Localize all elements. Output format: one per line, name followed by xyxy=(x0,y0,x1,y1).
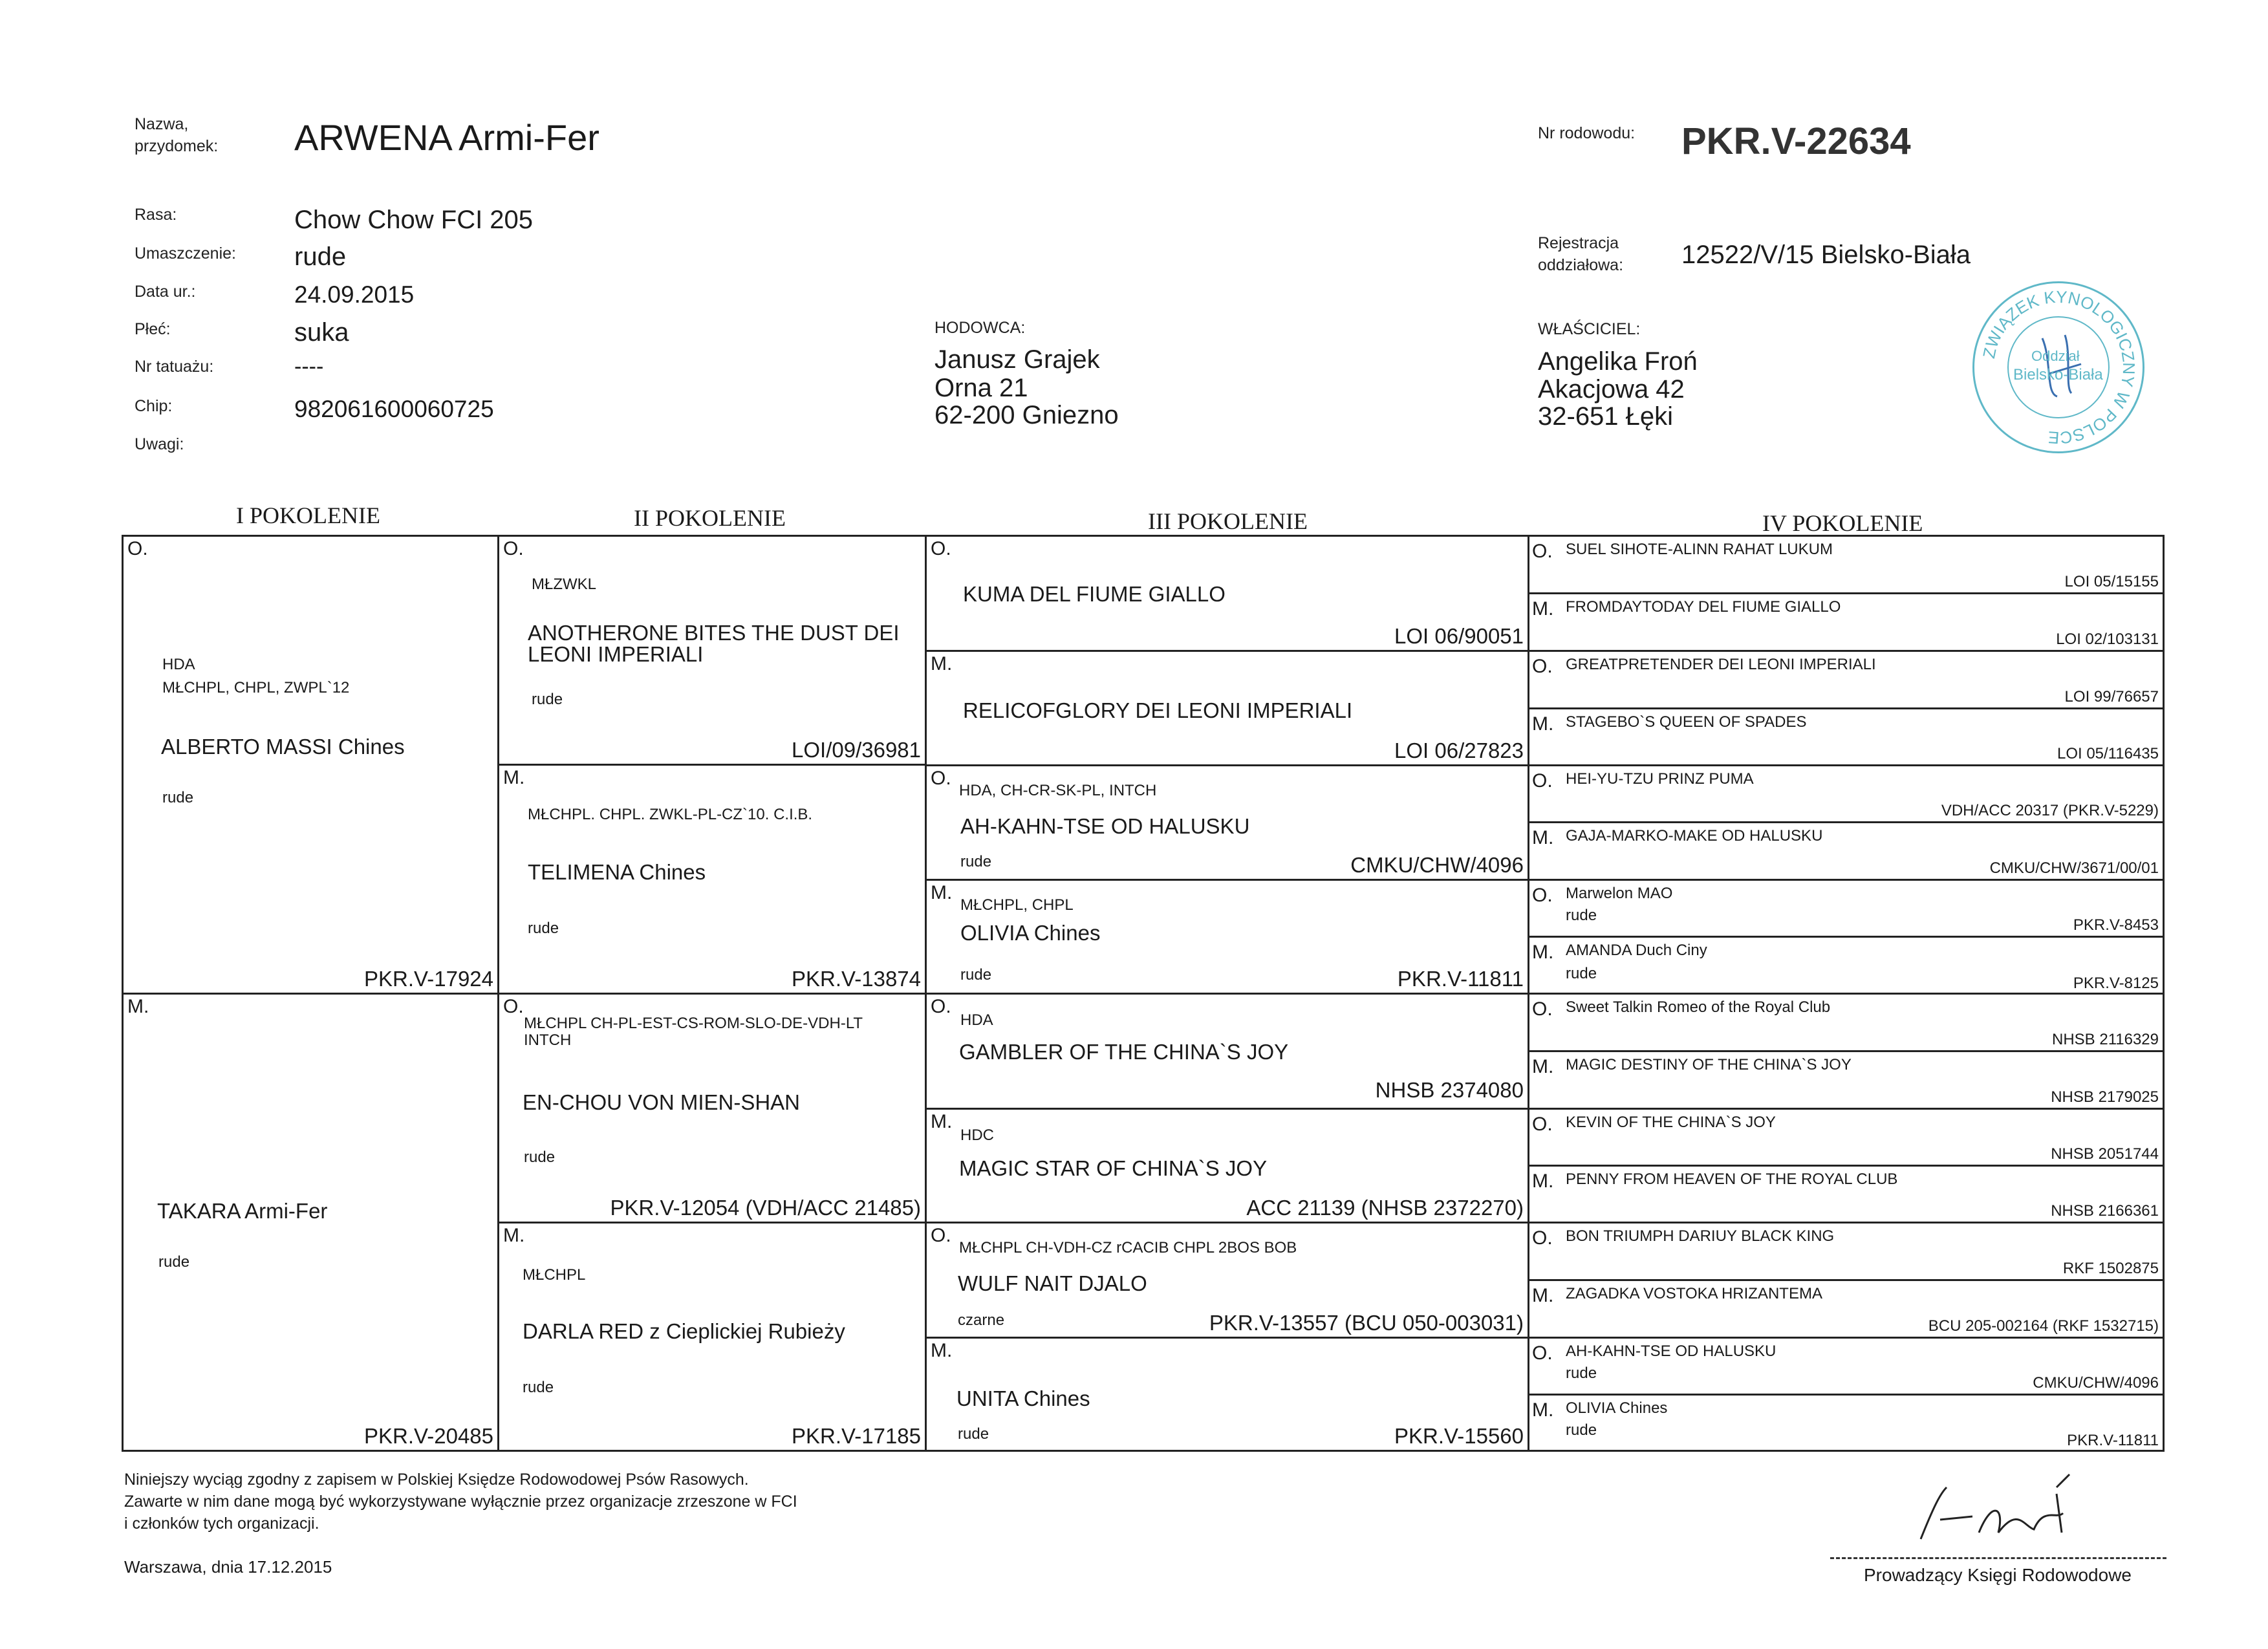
owner-line-3: 32-651 Łęki xyxy=(1538,402,1674,431)
gen3-name: OLIVIA Chines xyxy=(960,921,1101,945)
gen2-color: rude xyxy=(524,1148,556,1166)
gen2-mark: M. xyxy=(503,767,525,788)
gen4-mark: M. xyxy=(1532,827,1554,848)
signature xyxy=(1895,1468,2128,1558)
gen2-color: rude xyxy=(528,920,559,937)
signature-line xyxy=(1830,1557,2166,1559)
gen-heading-4: IV POKOLENIE xyxy=(1762,510,1923,536)
gen3-reg: NHSB 2374080 xyxy=(1375,1078,1524,1102)
gen4-cell-12 xyxy=(1528,1165,2165,1223)
gen3-titles: MŁCHPL, CHPL xyxy=(960,896,1074,914)
gen4-mark: O. xyxy=(1532,1227,1553,1249)
gen3-cell-4 xyxy=(925,879,1529,995)
gen2-mark: O. xyxy=(503,996,524,1017)
gen2-cell-1 xyxy=(497,535,927,766)
gen2-titles: MŁZWKL xyxy=(532,576,597,593)
gen4-name: MAGIC DESTINY OF THE CHINA`S JOY xyxy=(1566,1056,1852,1073)
breeder-line-3: 62-200 Gniezno xyxy=(934,401,1119,429)
gen4-cell-3 xyxy=(1528,650,2165,709)
gen3-color: rude xyxy=(958,1425,989,1443)
gen4-cell-15 xyxy=(1528,1337,2165,1396)
gen4-name: SUEL SIHOTE-ALINN RAHAT LUKUM xyxy=(1566,541,1833,558)
gen4-cell-2 xyxy=(1528,592,2165,652)
gen4-name: KEVIN OF THE CHINA`S JOY xyxy=(1566,1114,1776,1131)
gen3-color: rude xyxy=(960,966,992,984)
gen4-mark: M. xyxy=(1532,942,1554,963)
notes-label: Uwagi: xyxy=(135,435,184,453)
gen4-reg: BCU 205-002164 (RKF 1532715) xyxy=(1928,1317,2159,1335)
gen1-dam-color: rude xyxy=(158,1253,190,1271)
gen3-titles: MŁCHPL CH-VDH-CZ rCACIB CHPL 2BOS BOB xyxy=(959,1239,1297,1256)
gen4-mark: O. xyxy=(1532,1114,1553,1135)
owner-line-2: Akacjowa 42 xyxy=(1538,375,1685,404)
dob-value: 24.09.2015 xyxy=(294,281,415,308)
gen4-color: rude xyxy=(1566,1364,1597,1382)
gen2-cell-2 xyxy=(497,764,927,995)
gen2-mark: M. xyxy=(503,1225,525,1246)
gen3-titles: HDA, CH-CR-SK-PL, INTCH xyxy=(959,782,1157,799)
gen3-color: rude xyxy=(960,853,992,870)
chip-value: 982061600060725 xyxy=(294,396,494,422)
coat-label: Umaszczenie: xyxy=(135,244,236,263)
gen4-cell-14 xyxy=(1528,1279,2165,1339)
gen2-reg: PKR.V-13874 xyxy=(792,967,921,991)
coat-value: rude xyxy=(294,242,347,271)
tattoo-label: Nr tatuażu: xyxy=(135,358,214,376)
gen1-sire-cell xyxy=(122,535,499,995)
gen4-cell-5 xyxy=(1528,764,2165,823)
gen4-reg: CMKU/CHW/4096 xyxy=(2033,1374,2159,1392)
gen2-name: ANOTHERONE BITES THE DUST DEI LEONI IMPERIALI xyxy=(528,621,900,666)
gen3-mark: M. xyxy=(931,1340,953,1361)
gen4-name: PENNY FROM HEAVEN OF THE ROYAL CLUB xyxy=(1566,1170,1898,1188)
gen4-cell-10 xyxy=(1528,1050,2165,1110)
gen4-cell-8 xyxy=(1528,936,2165,995)
gen4-reg: LOI 99/76657 xyxy=(2064,688,2159,706)
gen4-mark: O. xyxy=(1532,770,1553,792)
gen3-name: GAMBLER OF THE CHINA`S JOY xyxy=(959,1040,1289,1064)
gen2-mark: O. xyxy=(503,538,524,559)
breed-value: Chow Chow FCI 205 xyxy=(294,206,534,234)
gen3-color: czarne xyxy=(958,1311,1005,1329)
gen4-reg: LOI 02/103131 xyxy=(2056,630,2159,648)
footer-note-line-3: i członków tych organizacji. xyxy=(124,1514,319,1533)
gen3-reg: CMKU/CHW/4096 xyxy=(1350,853,1524,877)
gen4-name: GREATPRETENDER DEI LEONI IMPERIALI xyxy=(1566,656,1876,673)
gen3-reg: ACC 21139 (NHSB 2372270) xyxy=(1246,1196,1524,1220)
pedigree-number: PKR.V-22634 xyxy=(1681,120,1911,162)
gen4-reg: NHSB 2166361 xyxy=(2051,1202,2159,1220)
place-date: Warszawa, dnia 17.12.2015 xyxy=(124,1557,332,1577)
gen4-mark: O. xyxy=(1532,1342,1553,1364)
gen3-mark: O. xyxy=(931,996,951,1017)
chip-label: Chip: xyxy=(135,397,173,415)
gen4-reg: LOI 05/116435 xyxy=(2057,745,2159,762)
gen4-mark: O. xyxy=(1532,998,1553,1020)
stamp-ring-text: ZWIĄZEK KYNOLOGICZNY W POLSCE xyxy=(1978,286,2139,448)
gen4-mark: O. xyxy=(1532,541,1553,562)
gen1-sire-color: rude xyxy=(162,789,194,806)
gen1-sire-name: ALBERTO MASSI Chines xyxy=(161,735,405,759)
footer-note-line-2: Zawarte w nim dane mogą być wykorzystywane wyłącznie przez organizacje zrzeszone w FCI xyxy=(124,1492,797,1511)
gen3-reg: PKR.V-13557 (BCU 050-003031) xyxy=(1209,1311,1524,1335)
gen2-name: EN-CHOU VON MIEN-SHAN xyxy=(523,1090,801,1114)
sex-value: suka xyxy=(294,318,349,347)
gen1-sire-titles: HDA MŁCHPL, CHPL, ZWPL`12 xyxy=(162,656,350,696)
gen4-reg: CMKU/CHW/3671/00/01 xyxy=(1989,859,2159,877)
tattoo-value: ---- xyxy=(294,354,324,379)
gen4-reg: RKF 1502875 xyxy=(2062,1260,2159,1277)
gen4-name: ZAGADKA VOSTOKA HRIZANTEMA xyxy=(1566,1285,1822,1302)
stamp-center-1: Oddział xyxy=(2031,348,2080,364)
gen1-dam-cell xyxy=(122,993,499,1452)
gen4-reg: PKR.V-11811 xyxy=(2067,1432,2159,1449)
gen2-titles: MŁCHPL. CHPL. ZWKL-PL-CZ`10. C.I.B. xyxy=(528,806,813,823)
gen3-name: AH-KAHN-TSE OD HALUSKU xyxy=(960,814,1250,838)
gen1-dam-name: TAKARA Armi-Fer xyxy=(157,1199,328,1223)
gen3-cell-8 xyxy=(925,1337,1529,1452)
gen4-cell-16 xyxy=(1528,1394,2165,1452)
gen3-reg: LOI 06/90051 xyxy=(1394,624,1524,648)
gen4-mark: M. xyxy=(1532,713,1554,735)
footer-note xyxy=(124,1469,797,1535)
gen-heading-3: III POKOLENIE xyxy=(1148,508,1308,534)
gen3-name: RELICOFGLORY DEI LEONI IMPERIALI xyxy=(963,698,1353,722)
gen2-cell-4 xyxy=(497,1222,927,1452)
gen4-name: HEI-YU-TZU PRINZ PUMA xyxy=(1566,770,1754,788)
gen3-name: MAGIC STAR OF CHINA`S JOY xyxy=(959,1156,1268,1180)
gen4-color: rude xyxy=(1566,1421,1597,1439)
gen4-name: AMANDA Duch Ciny xyxy=(1566,942,1707,959)
gen3-name: WULF NAIT DJALO xyxy=(958,1271,1147,1295)
association-stamp xyxy=(1972,281,2144,453)
gen4-mark: M. xyxy=(1532,1285,1554,1306)
gen4-name: STAGEBO`S QUEEN OF SPADES xyxy=(1566,713,1807,731)
signatory-title: Prowadzący Księgi Rodowodowe xyxy=(1864,1565,2132,1585)
breed-label: Rasa: xyxy=(135,206,177,224)
gen4-mark: M. xyxy=(1532,1399,1554,1421)
gen2-cell-3 xyxy=(497,993,927,1223)
gen1-dam-mark: M. xyxy=(127,996,149,1017)
gen4-mark: M. xyxy=(1532,1170,1554,1192)
gen4-name: Sweet Talkin Romeo of the Royal Club xyxy=(1566,998,1831,1016)
gen1-sire-reg: PKR.V-17924 xyxy=(364,967,493,991)
dob-label: Data ur.: xyxy=(135,283,196,301)
gen4-name: FROMDAYTODAY DEL FIUME GIALLO xyxy=(1566,598,1841,616)
owner-line-1: Angelika Froń xyxy=(1538,347,1698,376)
gen3-mark: O. xyxy=(931,538,951,559)
gen3-mark: O. xyxy=(931,768,951,789)
sex-label: Płeć: xyxy=(135,320,171,338)
gen3-titles: HDA xyxy=(960,1011,993,1029)
dog-name: ARWENA Armi-Fer xyxy=(294,117,599,158)
gen4-cell-1 xyxy=(1528,535,2165,594)
gen2-color: rude xyxy=(523,1379,554,1396)
gen4-reg: PKR.V-8125 xyxy=(2073,975,2159,992)
gen4-cell-6 xyxy=(1528,821,2165,881)
gen4-color: rude xyxy=(1566,907,1597,924)
gen4-mark: M. xyxy=(1532,1056,1554,1077)
gen3-mark: O. xyxy=(931,1225,951,1246)
gen3-cell-7 xyxy=(925,1222,1529,1339)
gen3-cell-1 xyxy=(925,535,1529,652)
gen3-titles: HDC xyxy=(960,1126,994,1144)
gen4-name: Marwelon MAO xyxy=(1566,885,1673,902)
gen4-reg: NHSB 2179025 xyxy=(2051,1088,2159,1106)
gen4-reg: PKR.V-8453 xyxy=(2073,916,2159,934)
gen3-name: KUMA DEL FIUME GIALLO xyxy=(963,582,1226,606)
gen4-mark: O. xyxy=(1532,656,1553,677)
gen4-reg: LOI 05/15155 xyxy=(2064,573,2159,590)
gen-heading-2: II POKOLENIE xyxy=(634,505,786,531)
gen3-cell-5 xyxy=(925,993,1529,1110)
gen4-reg: NHSB 2116329 xyxy=(2052,1031,2159,1048)
gen2-reg: LOI/09/36981 xyxy=(792,738,921,762)
gen3-reg: PKR.V-11811 xyxy=(1397,967,1524,991)
gen2-color: rude xyxy=(532,691,563,708)
gen3-mark: M. xyxy=(931,882,953,903)
gen3-cell-6 xyxy=(925,1108,1529,1223)
gen2-reg: PKR.V-12054 (VDH/ACC 21485) xyxy=(610,1196,921,1220)
gen3-cell-3 xyxy=(925,764,1529,881)
gen3-mark: M. xyxy=(931,653,953,674)
gen4-name: AH-KAHN-TSE OD HALUSKU xyxy=(1566,1342,1777,1360)
gen-heading-1: I POKOLENIE xyxy=(236,502,380,528)
footer-note-line-1: Niniejszy wyciąg zgodny z zapisem w Polskiej Księdze Rodowodowej Psów Rasowych. xyxy=(124,1471,749,1489)
gen4-mark: O. xyxy=(1532,885,1553,906)
breeder-line-2: Orna 21 xyxy=(934,374,1028,402)
gen3-reg: PKR.V-15560 xyxy=(1394,1424,1524,1448)
gen2-name: DARLA RED z Cieplickiej Rubieży xyxy=(523,1319,845,1343)
gen3-name: UNITA Chines xyxy=(956,1386,1090,1410)
reg-label-1: Rejestracja xyxy=(1538,234,1619,252)
gen4-cell-13 xyxy=(1528,1222,2165,1281)
gen4-cell-11 xyxy=(1528,1108,2165,1167)
owner-label: WŁAŚCICIEL: xyxy=(1538,320,1641,338)
name-label-1: Nazwa, xyxy=(135,115,189,133)
gen1-sire-mark: O. xyxy=(127,538,148,559)
gen1-dam-reg: PKR.V-20485 xyxy=(364,1424,493,1448)
gen2-titles: MŁCHPL CH-PL-EST-CS-ROM-SLO-DE-VDH-LT INTCH xyxy=(524,1015,863,1050)
breeder-label: HODOWCA: xyxy=(934,319,1026,337)
gen4-reg: VDH/ACC 20317 (PKR.V-5229) xyxy=(1941,802,2159,819)
stamp-center-2: Bielsko-Biała xyxy=(2013,366,2103,383)
reg-value: 12522/V/15 Bielsko-Biała xyxy=(1681,241,1971,269)
gen2-titles: MŁCHPL xyxy=(523,1266,586,1284)
gen4-mark: M. xyxy=(1532,598,1554,620)
gen4-cell-9 xyxy=(1528,993,2165,1052)
pedigree-label: Nr rodowodu: xyxy=(1538,124,1636,142)
breeder-line-1: Janusz Grajek xyxy=(934,345,1100,374)
gen4-cell-7 xyxy=(1528,879,2165,938)
gen2-reg: PKR.V-17185 xyxy=(792,1424,921,1448)
gen4-name: OLIVIA Chines xyxy=(1566,1399,1668,1417)
gen2-name: TELIMENA Chines xyxy=(528,860,706,884)
gen4-color: rude xyxy=(1566,965,1597,982)
gen4-name: BON TRIUMPH DARIUY BLACK KING xyxy=(1566,1227,1835,1245)
reg-label-2: oddziałowa: xyxy=(1538,256,1624,274)
name-label-2: przydomek: xyxy=(135,137,219,155)
gen3-mark: M. xyxy=(931,1111,953,1132)
gen4-name: GAJA-MARKO-MAKE OD HALUSKU xyxy=(1566,827,1823,845)
gen4-reg: NHSB 2051744 xyxy=(2051,1145,2159,1163)
gen3-cell-2 xyxy=(925,650,1529,766)
gen3-reg: LOI 06/27823 xyxy=(1394,738,1524,762)
gen4-cell-4 xyxy=(1528,707,2165,766)
